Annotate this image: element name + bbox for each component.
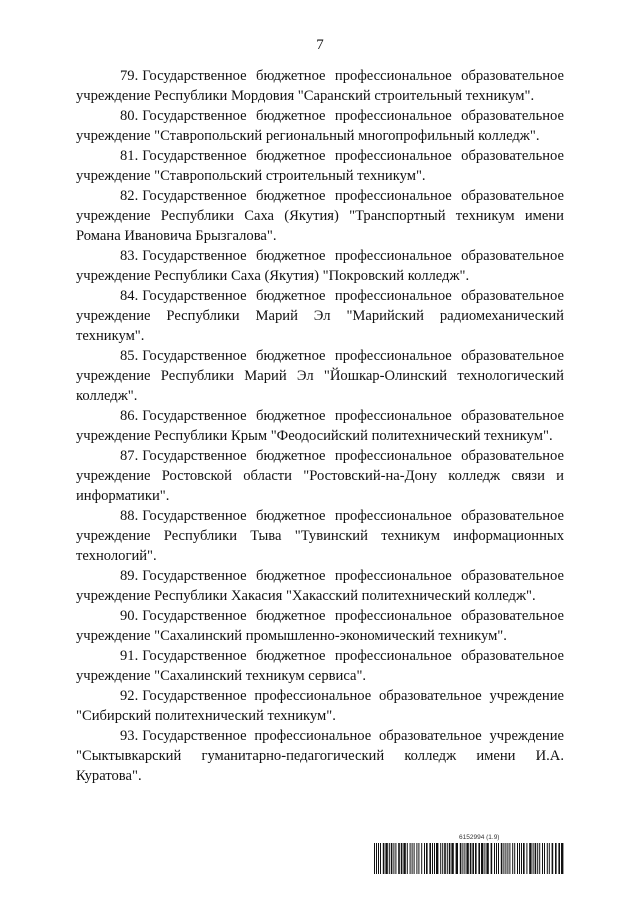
list-item-number: 79.: [120, 68, 139, 84]
list-item-number: 85.: [120, 348, 139, 364]
list-item-text: Государственное бюджетное профессиональное образовательное учреждение "Сахалинский промышленно-экономический техникум".: [76, 608, 564, 644]
barcode-image: [374, 843, 564, 874]
list-item-number: 92.: [120, 688, 139, 704]
list-item-number: 86.: [120, 408, 139, 424]
list-item-text: Государственное бюджетное профессиональное образовательное учреждение Республики Крым "Феодосийский политехнический техникум".: [76, 408, 564, 444]
list-item: [76, 726, 564, 786]
list-item: [76, 286, 564, 346]
list-item: [76, 66, 564, 106]
list-item: [76, 606, 564, 646]
list-item: [76, 406, 564, 446]
list-item-number: 90.: [120, 608, 139, 624]
list-item: [76, 346, 564, 406]
list-item-number: 87.: [120, 448, 139, 464]
list-item-text: Государственное бюджетное профессиональное образовательное учреждение Республики Мордовия "Саранский строительный техникум".: [76, 68, 564, 104]
list-item-text: Государственное бюджетное профессиональное образовательное учреждение "Ставропольский региональный многопрофильный колледж".: [76, 108, 564, 144]
list-item-text: Государственное бюджетное профессиональное образовательное учреждение "Ставропольский строительный техникум".: [76, 148, 564, 184]
list-item-number: 88.: [120, 508, 139, 524]
list-item: [76, 646, 564, 686]
list-item-number: 89.: [120, 568, 139, 584]
list-item-text: Государственное бюджетное профессиональное образовательное учреждение "Сахалинский техникум сервиса".: [76, 648, 564, 684]
list-item-text: Государственное бюджетное профессиональное образовательное учреждение Республики Тыва "Тувинский техникум информационных технологий".: [76, 508, 564, 564]
list-item-number: 82.: [120, 188, 139, 204]
list-item-number: 83.: [120, 248, 139, 264]
list-item-text: Государственное бюджетное профессиональное образовательное учреждение Республики Марий Эл "Марийский радиомеханический техникум".: [76, 288, 564, 344]
list-item: [76, 106, 564, 146]
list-item-number: 91.: [120, 648, 139, 664]
list-item-number: 81.: [120, 148, 139, 164]
list-item: [76, 686, 564, 726]
list-item: [76, 146, 564, 186]
institution-list: [76, 66, 564, 786]
list-item: [76, 446, 564, 506]
list-item-number: 80.: [120, 108, 139, 124]
list-item: [76, 566, 564, 606]
list-item-number: 84.: [120, 288, 139, 304]
page-number: 7: [316, 37, 324, 53]
list-item-text: Государственное бюджетное профессиональное образовательное учреждение Республики Хакасия "Хакасский политехнический колледж".: [76, 568, 564, 604]
list-item-text: Государственное бюджетное профессиональное образовательное учреждение Ростовской области "Ростовский-на-Дону колледж связи и информатики".: [76, 448, 564, 504]
list-item-number: 93.: [120, 728, 139, 744]
list-item: [76, 506, 564, 566]
list-item-text: Государственное бюджетное профессиональное образовательное учреждение Республики Марий Эл "Йошкар-Олинский технологический колледж".: [76, 348, 564, 404]
document-code: 6152994 (1.9): [459, 834, 500, 841]
list-item-text: Государственное профессиональное образовательное учреждение "Сибирский политехнический техникум".: [76, 688, 564, 724]
list-item-text: Государственное бюджетное профессиональное образовательное учреждение Республики Саха (Якутия) "Покровский колледж".: [76, 248, 564, 284]
list-item-text: Государственное бюджетное профессиональное образовательное учреждение Республики Саха (Якутия) "Транспортный техникум имени Романа Ивановича Брызгалова".: [76, 188, 564, 244]
list-item-text: Государственное профессиональное образовательное учреждение "Сыктывкарский гуманитарно-педагогический колледж имени И.А. Куратова".: [76, 728, 564, 784]
list-item: [76, 186, 564, 246]
list-item: [76, 246, 564, 286]
